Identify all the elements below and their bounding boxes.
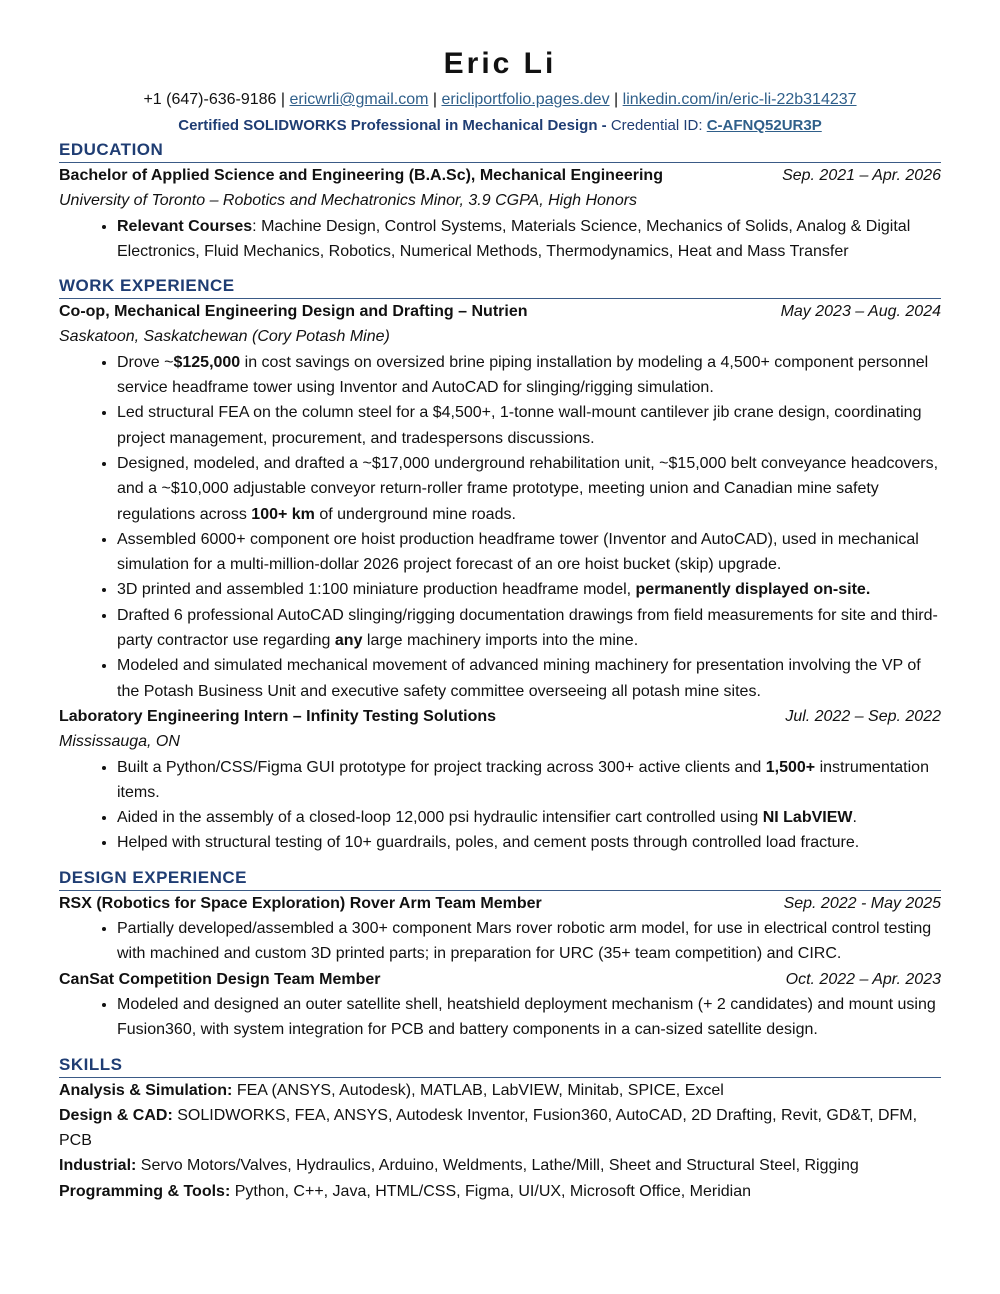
entry-title: Co-op, Mechanical Engineering Design and Drafting – Nutrien: [59, 303, 528, 321]
bullet-text: Drove ~: [117, 353, 174, 371]
section-heading: WORK EXPERIENCE: [59, 274, 941, 299]
bullet-text: of underground mine roads.: [314, 505, 516, 523]
bullet-text: Designed, modeled, and drafted a ~$17,000 underground rehabilitation unit, ~$15,000 belt conveyance headcovers, and a ~$10,000 adjustable conveyor return-roller frame prototype, meeting union and Canadian mine safety regulations across: [117, 454, 939, 523]
list-item: [117, 830, 941, 855]
entry-location: Mississauga, ON: [59, 733, 180, 751]
linkedin-link[interactable]: linkedin.com/in/eric-li-22b314237: [622, 91, 857, 108]
certification-dash: -: [601, 117, 607, 134]
courses-text: : Machine Design, Control Systems, Materials Science, Mechanics of Solids, Analog & Digital Electronics, Fluid Mechanics, Robotics, Numerical Methods, Thermodynamics, Heat and Mass Transfer: [117, 217, 911, 260]
list-item: [117, 916, 941, 967]
skills-list: [59, 1078, 941, 1204]
bullet-text: .: [852, 809, 857, 827]
bullet-emphasis: any: [334, 632, 363, 650]
entry-dates: May 2023 – Aug. 2024: [780, 303, 941, 321]
skill-category: Analysis & Simulation:: [59, 1081, 233, 1099]
separator: |: [432, 91, 438, 108]
education-row: [59, 163, 941, 188]
work-section: [59, 274, 941, 856]
bullet-list: [59, 350, 941, 704]
entry-header: [59, 299, 941, 324]
bullet-emphasis: NI LabVIEW: [762, 809, 853, 827]
list-item: [117, 451, 941, 527]
courses-label: Relevant Courses: [117, 217, 253, 235]
bullet-text: in cost savings on oversized brine piping installation by modeling a 4,500+ component personnel service headframe tower using Inventor and AutoCAD for slinging/rigging simulation.: [117, 353, 929, 397]
list-item: [117, 214, 941, 265]
bullet-text: Modeled and simulated mechanical movement of advanced mining machinery for presentation involving the VP of the Potash Business Unit and executive safety committee overseeing all potash mine sites.: [117, 657, 921, 700]
separator: |: [614, 91, 619, 108]
bullet-list: [59, 755, 941, 856]
section-heading: SKILLS: [59, 1053, 941, 1078]
candidate-name: Eric Li: [443, 47, 557, 80]
bullet-text: 3D printed and assembled 1:100 miniature production headframe model,: [117, 581, 636, 599]
list-item: [117, 992, 941, 1043]
bullet-text: large machinery imports into the mine.: [362, 632, 639, 650]
bullet-text: Aided in the assembly of a closed-loop 12,000 psi hydraulic intensifier cart controlled using: [117, 809, 763, 827]
skill-category: Design & CAD:: [59, 1106, 173, 1124]
bullet-text: Built a Python/CSS/Figma GUI prototype for project tracking across 300+ active clients and: [117, 758, 766, 776]
bullet-list: [59, 992, 941, 1043]
contact-line: [0, 89, 1000, 111]
skill-category: Programming & Tools:: [59, 1182, 231, 1200]
credential-label: Credential ID:: [610, 117, 703, 134]
email-link[interactable]: ericwrli@gmail.com: [289, 91, 429, 108]
skill-line: [59, 1153, 941, 1178]
separator: |: [280, 91, 286, 108]
bullet-text: Led structural FEA on the column steel for a $4,500+, 1-tonne wall-mount cantilever jib crane design, coordinating project management, procurement, and tradespersons discussions.: [117, 404, 922, 447]
skill-line: [59, 1078, 941, 1103]
list-item: [117, 805, 941, 830]
list-item: [117, 653, 941, 704]
section-heading: EDUCATION: [59, 138, 941, 163]
design-projects: [59, 891, 941, 1043]
resume-content: [59, 136, 941, 1214]
skills-section: [59, 1053, 941, 1204]
list-item: [117, 755, 941, 806]
list-item: [117, 603, 941, 654]
school-line: University of Toronto – Robotics and Mechatronics Minor, 3.9 CGPA, High Honors: [59, 192, 638, 210]
education-section: [59, 138, 941, 264]
certification-title: Certified SOLIDWORKS Professional in Mechanical Design: [178, 117, 598, 134]
bullet-list: [59, 916, 941, 967]
entry-title: Laboratory Engineering Intern – Infinity Testing Solutions: [59, 707, 497, 725]
bullet-emphasis: 100+ km: [251, 505, 315, 523]
degree-title: Bachelor of Applied Science and Engineering (B.A.Sc), Mechanical Engineering: [59, 167, 663, 184]
skill-line: [59, 1103, 941, 1154]
entry-dates: Jul. 2022 – Sep. 2022: [785, 707, 941, 725]
work-jobs: [59, 299, 941, 856]
bullet-text: Modeled and designed an outer satellite shell, heatshield deployment mechanism (+ 2 candidates) and mount using Fusion360, with system integration for PCB and battery components in a can-sized satellite design.: [117, 995, 936, 1039]
design-section: [59, 866, 941, 1043]
bullet-text: Assembled 6000+ component ore hoist production headframe tower (Inventor and AutoCAD), used in mechanical simulation for a multi-million-dollar 2026 project forecast of an ore hoist bucket (skip) upgrade.: [117, 530, 919, 574]
education-dates: Sep. 2021 – Apr. 2026: [782, 167, 941, 184]
list-item: [117, 527, 941, 578]
skill-values: SOLIDWORKS, FEA, ANSYS, Autodesk Inventor, Fusion360, AutoCAD, 2D Drafting, Revit, GD&T, DFM, PCB: [59, 1106, 918, 1150]
skill-values: Servo Motors/Valves, Hydraulics, Arduino, Weldments, Lathe/Mill, Sheet and Structural Steel, Rigging: [136, 1157, 859, 1175]
skill-values: Python, C++, Java, HTML/CSS, Figma, UI/UX, Microsoft Office, Meridian: [230, 1182, 752, 1200]
skill-values: FEA (ANSYS, Autodesk), MATLAB, LabVIEW, Minitab, SPICE, Excel: [232, 1081, 724, 1099]
entry-dates: Oct. 2022 – Apr. 2023: [785, 970, 941, 988]
entry-header: [59, 704, 941, 729]
credential-id-link[interactable]: C-AFNQ52UR3P: [706, 117, 822, 134]
portfolio-link[interactable]: ericliportfolio.pages.dev: [441, 91, 610, 108]
list-item: [117, 400, 941, 451]
entry-title: CanSat Competition Design Team Member: [59, 970, 381, 988]
entry-dates: Sep. 2022 - May 2025: [783, 894, 941, 912]
bullet-text: Drafted 6 professional AutoCAD slinging/rigging documentation drawings from field measurements for site and third-party contractor use regarding: [117, 606, 938, 650]
skill-category: Industrial:: [59, 1157, 137, 1175]
phone-number: +1 (647)-636-9186: [143, 91, 277, 108]
bullet-text: Partially developed/assembled a 300+ component Mars rover robotic arm model, for use in electrical control testing with machined and custom 3D printed parts; in preparation for URC (35+ team competition) and CIRC.: [117, 920, 932, 963]
list-item: [117, 577, 941, 602]
list-item: [117, 350, 941, 401]
entry-header: [59, 891, 941, 916]
bullet-text: Helped with structural testing of 10+ guardrails, poles, and cement posts through controlled load fracture.: [117, 834, 860, 852]
bullet-emphasis: 1,500+: [765, 758, 816, 776]
education-bullets: [59, 214, 941, 265]
bullet-emphasis: permanently displayed on-site.: [635, 581, 871, 599]
certification-line: [0, 115, 1000, 137]
section-heading: DESIGN EXPERIENCE: [59, 866, 941, 891]
skill-line: [59, 1179, 941, 1204]
bullet-text: instrumentation items.: [117, 758, 929, 801]
entry-title: RSX (Robotics for Space Exploration) Rover Arm Team Member: [59, 894, 542, 912]
entry-header: [59, 967, 941, 992]
bullet-emphasis: $125,000: [173, 353, 241, 371]
entry-location: Saskatoon, Saskatchewan (Cory Potash Mine): [59, 328, 390, 346]
